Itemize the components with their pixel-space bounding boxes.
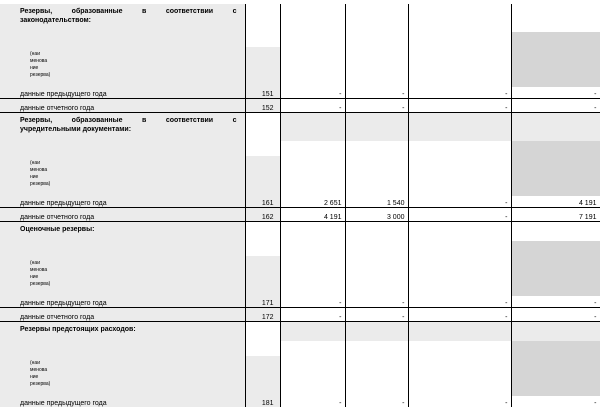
section-header xyxy=(0,113,600,142)
section-title: Резервы, образованные в соответствии с законодательством: xyxy=(0,4,245,32)
table-row xyxy=(0,308,600,322)
section-title: Резервы предстоящих расходов: xyxy=(0,322,245,342)
row-code: 162 xyxy=(245,208,280,222)
cell-value: 2 651 xyxy=(280,196,345,208)
cell-value: - xyxy=(511,87,600,99)
cell-value: - xyxy=(345,99,408,113)
row-label: данные предыдущего года xyxy=(0,396,245,407)
section-header xyxy=(0,222,600,242)
cell-value: - xyxy=(280,296,345,308)
cell-value: - xyxy=(511,296,600,308)
cell-value: - xyxy=(408,196,511,208)
table-row xyxy=(0,87,600,99)
cell-value: - xyxy=(408,208,511,222)
cell-value: 4 191 xyxy=(280,208,345,222)
row-label: данные отчетного года xyxy=(0,99,245,113)
table-row xyxy=(0,208,600,222)
row-label: данные отчетного года xyxy=(0,308,245,322)
cell-value: - xyxy=(280,99,345,113)
section-title: Резервы, образованные в соответствии с учредительными документами: xyxy=(0,113,245,142)
reserve-name-label: (наи менова ние резерва) xyxy=(0,47,245,87)
row-code: 172 xyxy=(245,308,280,322)
reserve-name-label: (наи менова ние резерва) xyxy=(0,256,245,296)
reserve-name-row xyxy=(0,356,600,396)
cell-value: - xyxy=(280,396,345,407)
cell-value: 4 191 xyxy=(511,196,600,208)
table-row xyxy=(0,196,600,208)
row-label: данные предыдущего года xyxy=(0,87,245,99)
cell-value: - xyxy=(511,308,600,322)
reserves-table xyxy=(0,4,600,407)
row-code: 181 xyxy=(245,396,280,407)
cell-value: - xyxy=(408,396,511,407)
cell-value: 7 191 xyxy=(511,208,600,222)
cell-value: - xyxy=(345,296,408,308)
table-row xyxy=(0,99,600,113)
reserve-name-label: (наи менова ние резерва) xyxy=(0,156,245,196)
cell-value: - xyxy=(408,296,511,308)
row-code: 152 xyxy=(245,99,280,113)
row-code: 151 xyxy=(245,87,280,99)
row-code: 161 xyxy=(245,196,280,208)
cell-value: - xyxy=(408,308,511,322)
cell-value: - xyxy=(280,87,345,99)
cell-value: - xyxy=(408,99,511,113)
cell-value: 1 540 xyxy=(345,196,408,208)
reserve-name-row xyxy=(0,256,600,296)
table-row xyxy=(0,396,600,407)
row-label: данные отчетного года xyxy=(0,208,245,222)
reserve-name-label: (наи менова ние резерва) xyxy=(0,356,245,396)
cell-value: - xyxy=(345,308,408,322)
row-label: данные предыдущего года xyxy=(0,296,245,308)
cell-value: - xyxy=(511,99,600,113)
row-label: данные предыдущего года xyxy=(0,196,245,208)
reserve-name-row xyxy=(0,47,600,87)
cell-value: - xyxy=(511,396,600,407)
cell-value: - xyxy=(345,87,408,99)
section-header xyxy=(0,4,600,32)
table-row xyxy=(0,296,600,308)
row-code: 171 xyxy=(245,296,280,308)
cell-value: - xyxy=(280,308,345,322)
cell-value: - xyxy=(345,396,408,407)
cell-value: 3 000 xyxy=(345,208,408,222)
section-title: Оценочные резервы: xyxy=(0,222,245,242)
cell-value: - xyxy=(408,87,511,99)
reserve-name-row xyxy=(0,156,600,196)
section-header xyxy=(0,322,600,342)
